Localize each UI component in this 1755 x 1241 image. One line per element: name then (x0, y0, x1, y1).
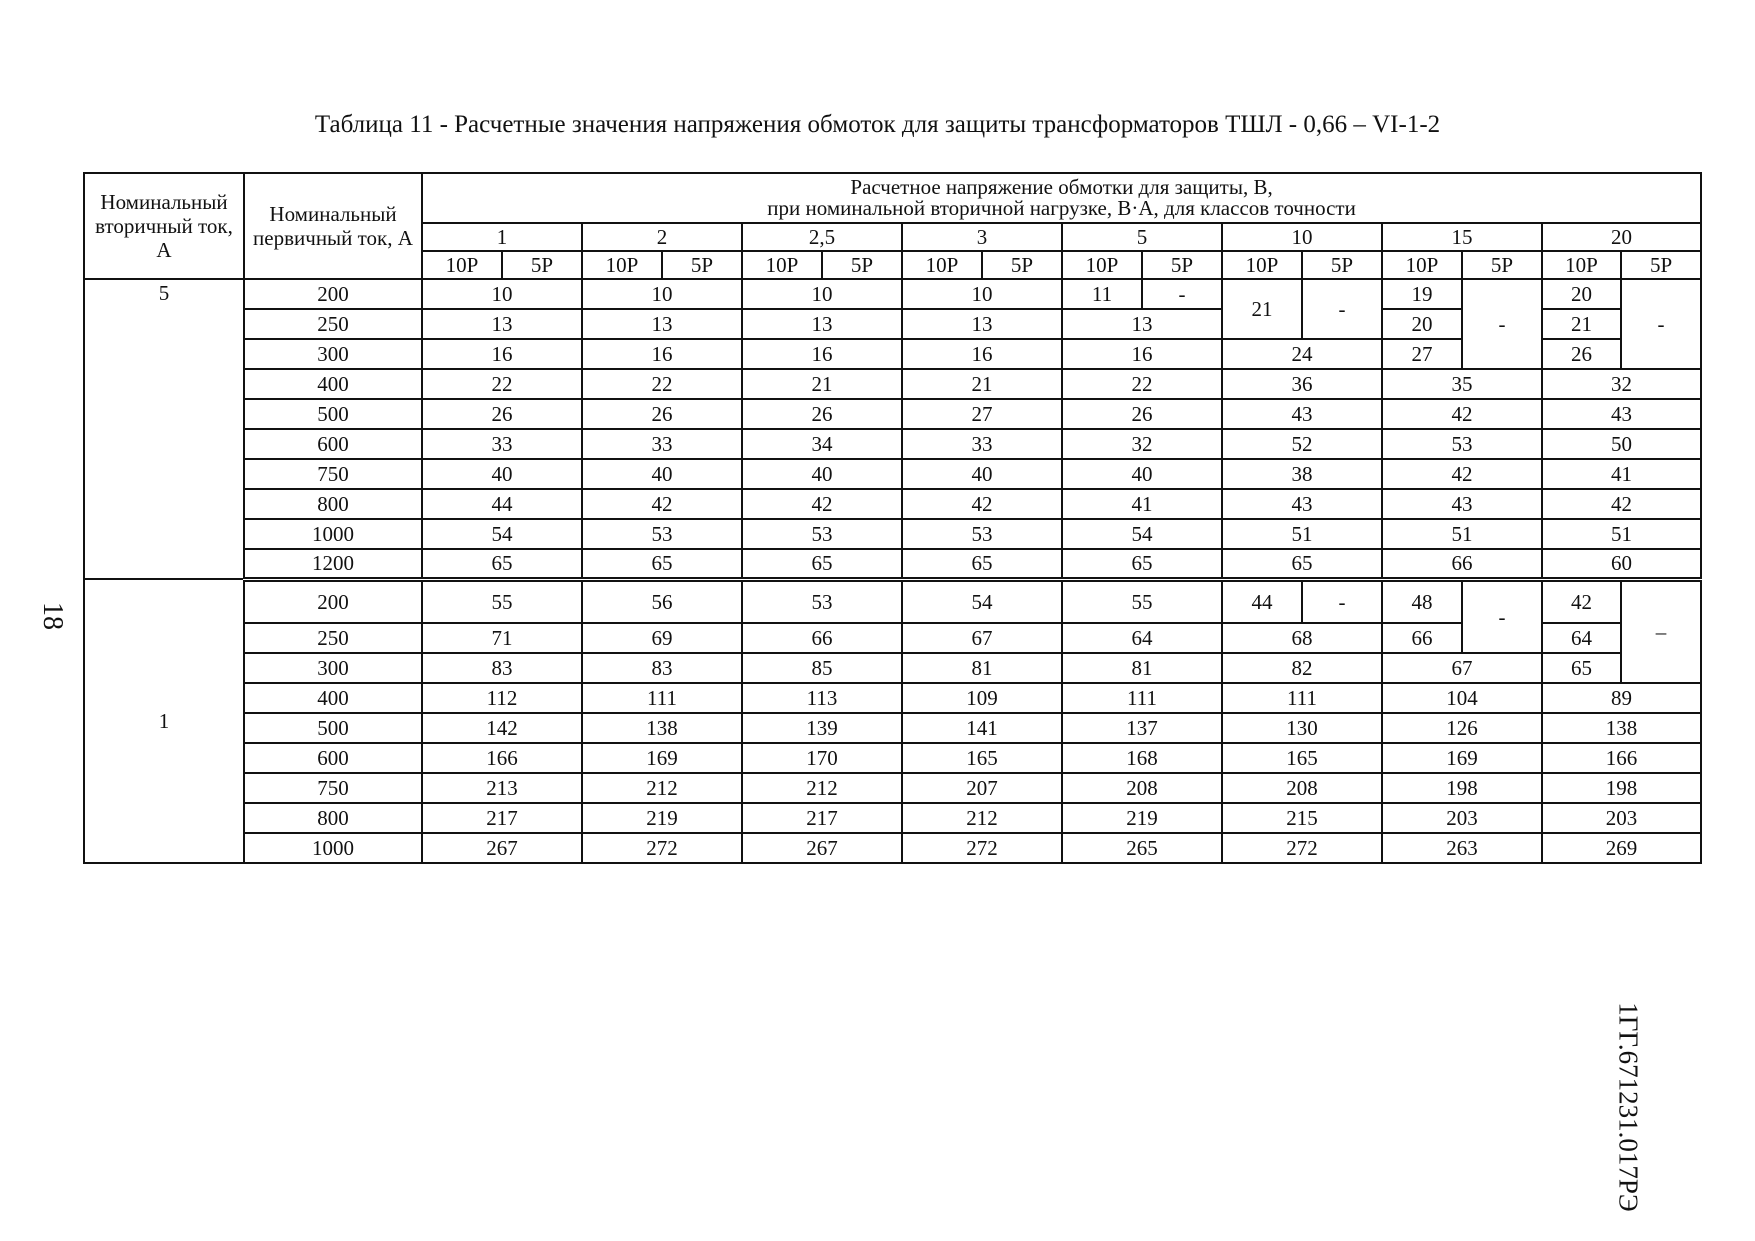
value-cell: 65 (742, 549, 902, 579)
value-cell: 203 (1542, 803, 1701, 833)
value-cell: 42 (742, 489, 902, 519)
value-cell: 41 (1542, 459, 1701, 489)
value-cell: 66 (742, 623, 902, 653)
secondary-current-cell: 5 (84, 279, 244, 579)
value-cell: 26 (1062, 399, 1222, 429)
table-row (84, 623, 1701, 653)
value-cell: 38 (1222, 459, 1382, 489)
value-cell: 198 (1542, 773, 1701, 803)
primary-current-cell: 750 (244, 773, 422, 803)
value-cell: 51 (1382, 519, 1542, 549)
value-cell: 10 (422, 279, 582, 309)
table-row (84, 339, 1701, 369)
value-cell: 272 (902, 833, 1062, 863)
primary-current-cell: 800 (244, 803, 422, 833)
value-cell: 65 (422, 549, 582, 579)
value-cell: 139 (742, 713, 902, 743)
section-secondary-5 (84, 279, 1701, 579)
load-header: 3 (902, 223, 1062, 251)
primary-current-cell: 750 (244, 459, 422, 489)
value-cell: 83 (422, 653, 582, 683)
value-cell: 82 (1222, 653, 1382, 683)
value-cell: 81 (902, 653, 1062, 683)
primary-current-header: Номинальный первичный ток, А (244, 173, 422, 279)
value-cell: 169 (1382, 743, 1542, 773)
value-cell: 65 (902, 549, 1062, 579)
value-cell: 170 (742, 743, 902, 773)
value-cell: 35 (1382, 369, 1542, 399)
value-cell: 56 (582, 579, 742, 623)
table-row (84, 279, 1701, 309)
class-10p-header: 10Р (1382, 251, 1462, 279)
value-cell: 208 (1062, 773, 1222, 803)
value-cell: 16 (582, 339, 742, 369)
load-header: 20 (1542, 223, 1701, 251)
secondary-current-header: Номинальный вторичный ток, А (84, 173, 244, 279)
value-cell: 43 (1382, 489, 1542, 519)
value-cell: 81 (1062, 653, 1222, 683)
value-cell: 42 (582, 489, 742, 519)
value-cell: 51 (1222, 519, 1382, 549)
value-cell: 217 (742, 803, 902, 833)
value-cell: 166 (422, 743, 582, 773)
value-cell: 60 (1542, 549, 1701, 579)
value-cell: 53 (742, 579, 902, 623)
table-row (84, 489, 1701, 519)
value-cell: 111 (1222, 683, 1382, 713)
value-cell: 53 (902, 519, 1062, 549)
value-cell: 53 (742, 519, 902, 549)
value-cell: 207 (902, 773, 1062, 803)
table-row (84, 369, 1701, 399)
load-header: 2 (582, 223, 742, 251)
value-cell: 112 (422, 683, 582, 713)
load-header: 1 (422, 223, 582, 251)
value-cell: 55 (1062, 579, 1222, 623)
value-cell: 22 (1062, 369, 1222, 399)
class-5p-header: 5Р (1142, 251, 1222, 279)
value-cell: 27 (1382, 339, 1462, 369)
value-cell: 85 (742, 653, 902, 683)
value-cell: 42 (1382, 399, 1542, 429)
class-10p-header: 10Р (1062, 251, 1142, 279)
value-cell: 42 (1542, 489, 1701, 519)
class-5p-header: 5Р (1621, 251, 1701, 279)
section-secondary-1 (84, 579, 1701, 863)
value-cell: 67 (902, 623, 1062, 653)
class-10p-header: 10Р (902, 251, 982, 279)
dash-cell: - (1302, 279, 1382, 339)
class-10p-header: 10Р (742, 251, 822, 279)
value-cell: 26 (1542, 339, 1621, 369)
value-cell: 68 (1222, 623, 1382, 653)
value-cell: 213 (422, 773, 582, 803)
table-row (84, 833, 1701, 863)
value-cell: 66 (1382, 623, 1462, 653)
value-cell: 111 (1062, 683, 1222, 713)
table-row (84, 309, 1701, 339)
value-cell: 19 (1382, 279, 1462, 309)
voltage-header-line1: Расчетное напряжение обмотки для защиты, В, (850, 175, 1273, 199)
value-cell: 16 (422, 339, 582, 369)
value-cell: 40 (422, 459, 582, 489)
page-number: 18 (37, 602, 68, 630)
value-cell: 53 (582, 519, 742, 549)
value-cell: 54 (902, 579, 1062, 623)
value-cell: 65 (1542, 653, 1621, 683)
value-cell: 13 (742, 309, 902, 339)
value-cell: 53 (1382, 429, 1542, 459)
primary-current-cell: 250 (244, 623, 422, 653)
secondary-current-cell: 1 (84, 579, 244, 863)
value-cell: 16 (742, 339, 902, 369)
value-cell: 208 (1222, 773, 1382, 803)
primary-current-cell: 250 (244, 309, 422, 339)
value-cell: 44 (422, 489, 582, 519)
load-header: 10 (1222, 223, 1382, 251)
table-row (84, 683, 1701, 713)
value-cell: 13 (422, 309, 582, 339)
class-10p-header: 10Р (582, 251, 662, 279)
class-10p-header: 10Р (1542, 251, 1621, 279)
table-row (84, 399, 1701, 429)
value-cell: 24 (1222, 339, 1382, 369)
value-cell: 40 (902, 459, 1062, 489)
value-cell: 42 (1542, 579, 1621, 623)
value-cell: 21 (742, 369, 902, 399)
value-cell: 219 (1062, 803, 1222, 833)
value-cell: 43 (1222, 489, 1382, 519)
value-cell: 32 (1542, 369, 1701, 399)
value-cell: 137 (1062, 713, 1222, 743)
value-cell: 83 (582, 653, 742, 683)
value-cell: 198 (1382, 773, 1542, 803)
value-cell: 34 (742, 429, 902, 459)
value-cell: 166 (1542, 743, 1701, 773)
value-cell: 33 (902, 429, 1062, 459)
value-cell: 21 (1542, 309, 1621, 339)
value-cell: 169 (582, 743, 742, 773)
value-cell: 267 (742, 833, 902, 863)
class-10p-header: 10Р (1222, 251, 1302, 279)
value-cell: 22 (422, 369, 582, 399)
table-title: Таблица 11 - Расчетные значения напряжения обмоток для защиты трансформаторов ТШЛ - 0,66 – VI-1-2 (314, 111, 1441, 138)
value-cell: 212 (582, 773, 742, 803)
table-row (84, 579, 1701, 623)
value-cell: 26 (582, 399, 742, 429)
value-cell: 65 (1062, 549, 1222, 579)
value-cell: 272 (582, 833, 742, 863)
value-cell: 130 (1222, 713, 1382, 743)
document-id: 1ГГ.671231.017РЭ (1613, 1002, 1644, 1212)
table-row (84, 519, 1701, 549)
value-cell: 51 (1542, 519, 1701, 549)
dash-cell: - (1621, 279, 1701, 369)
value-cell: 36 (1222, 369, 1382, 399)
value-cell: 10 (742, 279, 902, 309)
primary-current-cell: 600 (244, 743, 422, 773)
voltage-table (83, 172, 1702, 864)
primary-current-cell: 800 (244, 489, 422, 519)
primary-current-cell: 1000 (244, 519, 422, 549)
class-5p-header: 5Р (502, 251, 582, 279)
value-cell: 64 (1062, 623, 1222, 653)
value-cell: 54 (422, 519, 582, 549)
value-cell: 55 (422, 579, 582, 623)
primary-current-cell: 500 (244, 399, 422, 429)
table-row (84, 743, 1701, 773)
load-header: 15 (1382, 223, 1542, 251)
value-cell: 40 (1062, 459, 1222, 489)
table-row (84, 459, 1701, 489)
voltage-header (422, 173, 1701, 223)
value-cell: 272 (1222, 833, 1382, 863)
value-cell: 27 (902, 399, 1062, 429)
value-cell: 21 (1222, 279, 1302, 339)
value-cell: 26 (742, 399, 902, 429)
value-cell: 33 (422, 429, 582, 459)
value-cell: 142 (422, 713, 582, 743)
value-cell: 67 (1382, 653, 1542, 683)
value-cell: 33 (582, 429, 742, 459)
value-cell: 111 (582, 683, 742, 713)
load-header: 5 (1062, 223, 1222, 251)
value-cell: 22 (582, 369, 742, 399)
value-cell: 16 (902, 339, 1062, 369)
value-cell: 217 (422, 803, 582, 833)
value-cell: 65 (1222, 549, 1382, 579)
value-cell: 65 (582, 549, 742, 579)
value-cell: 10 (902, 279, 1062, 309)
primary-current-cell: 400 (244, 683, 422, 713)
value-cell: 71 (422, 623, 582, 653)
value-cell: 203 (1382, 803, 1542, 833)
value-cell: 168 (1062, 743, 1222, 773)
value-cell: 165 (1222, 743, 1382, 773)
value-cell: 66 (1382, 549, 1542, 579)
value-cell: 215 (1222, 803, 1382, 833)
class-5p-header: 5Р (662, 251, 742, 279)
class-5p-header: 5Р (1302, 251, 1382, 279)
value-cell: 138 (1542, 713, 1701, 743)
value-cell: 219 (582, 803, 742, 833)
dash-cell: - (1302, 579, 1382, 623)
value-cell: 40 (742, 459, 902, 489)
value-cell: 16 (1062, 339, 1222, 369)
class-5p-header: 5Р (982, 251, 1062, 279)
value-cell: 165 (902, 743, 1062, 773)
primary-current-cell: 600 (244, 429, 422, 459)
value-cell: 141 (902, 713, 1062, 743)
value-cell: 20 (1382, 309, 1462, 339)
load-header: 2,5 (742, 223, 902, 251)
value-cell: 21 (902, 369, 1062, 399)
primary-current-cell: 200 (244, 279, 422, 309)
value-cell: 20 (1542, 279, 1621, 309)
primary-current-cell: 300 (244, 653, 422, 683)
table-row (84, 429, 1701, 459)
primary-current-cell: 500 (244, 713, 422, 743)
value-cell: 48 (1382, 579, 1462, 623)
dash-cell: - (1462, 279, 1542, 369)
value-cell: 11 (1062, 279, 1142, 309)
dash-cell: - (1462, 579, 1542, 653)
value-cell: 40 (582, 459, 742, 489)
primary-current-cell: 1000 (244, 833, 422, 863)
dash-cell: – (1621, 579, 1701, 683)
value-cell: 212 (742, 773, 902, 803)
value-cell: 50 (1542, 429, 1701, 459)
value-cell: 32 (1062, 429, 1222, 459)
table-row (84, 653, 1701, 683)
value-cell: 265 (1062, 833, 1222, 863)
value-cell: 13 (1062, 309, 1222, 339)
table-row (84, 773, 1701, 803)
value-cell: 54 (1062, 519, 1222, 549)
voltage-header-line2: при номинальной вторичной нагрузке, В·А, для классов точности (767, 196, 1356, 220)
value-cell: 43 (1222, 399, 1382, 429)
class-5p-header: 5Р (822, 251, 902, 279)
value-cell: 263 (1382, 833, 1542, 863)
value-cell: 126 (1382, 713, 1542, 743)
table-row (84, 549, 1701, 579)
table-row (84, 713, 1701, 743)
table-row (84, 803, 1701, 833)
value-cell: 104 (1382, 683, 1542, 713)
value-cell: 41 (1062, 489, 1222, 519)
value-cell: 10 (582, 279, 742, 309)
value-cell: 212 (902, 803, 1062, 833)
value-cell: 113 (742, 683, 902, 713)
dash-cell: - (1142, 279, 1222, 309)
value-cell: 44 (1222, 579, 1302, 623)
value-cell: 13 (582, 309, 742, 339)
class-10p-header: 10Р (422, 251, 502, 279)
table-header (84, 173, 1701, 279)
value-cell: 89 (1542, 683, 1701, 713)
value-cell: 26 (422, 399, 582, 429)
value-cell: 52 (1222, 429, 1382, 459)
value-cell: 267 (422, 833, 582, 863)
primary-current-cell: 1200 (244, 549, 422, 579)
class-5p-header: 5Р (1462, 251, 1542, 279)
value-cell: 42 (902, 489, 1062, 519)
primary-current-cell: 300 (244, 339, 422, 369)
value-cell: 109 (902, 683, 1062, 713)
value-cell: 138 (582, 713, 742, 743)
value-cell: 13 (902, 309, 1062, 339)
primary-current-cell: 400 (244, 369, 422, 399)
value-cell: 69 (582, 623, 742, 653)
value-cell: 43 (1542, 399, 1701, 429)
value-cell: 42 (1382, 459, 1542, 489)
primary-current-cell: 200 (244, 579, 422, 623)
value-cell: 64 (1542, 623, 1621, 653)
value-cell: 269 (1542, 833, 1701, 863)
